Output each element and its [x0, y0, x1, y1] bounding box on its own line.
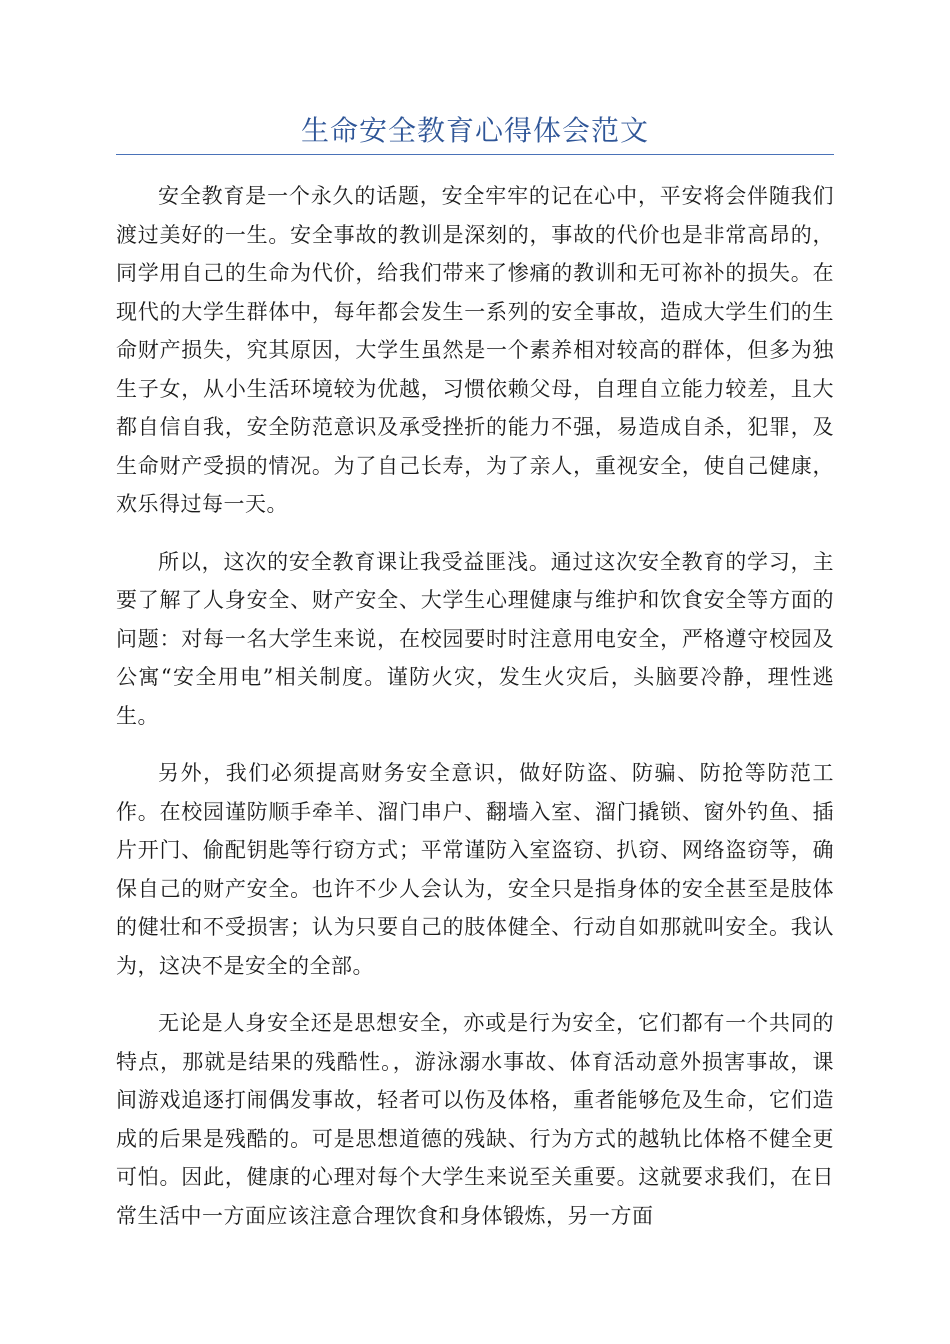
paragraph-3: 另外，我们必须提高财务安全意识，做好防盗、防骗、防抢等防范工作。在校园谨防顺手牵羊、溜门串户、翻墙入室、溜门撬锁、窗外钓鱼、插片开门、偷配钥匙等行窃方式；平常谨防入室盗窃、扒窃、网络盗窃等，确保自己的财产安全。也许不少人会认为，安全只是指身体的安全甚至是肢体的健壮和不受损害；认为只要自己的肢体健全、行动自如那就叫安全。我认为，这决不是安全的全部。 [116, 761, 834, 978]
document-title: 生命安全教育心得体会范文 [300, 114, 649, 147]
paragraph-2: 所以，这次的安全教育课让我受益匪浅。通过这次安全教育的学习，主要了解了人身安全、财产安全、大学生心理健康与维护和饮食安全等方面的问题：对每一名大学生来说，在校园要时时注意用电安全，严格遵守校园及公寓“安全用电”相关制度。谨防火灾，发生火灾后，头脑要冷静，理性逃生。 [116, 549, 834, 728]
paragraph-4: 无论是人身安全还是思想安全，亦或是行为安全，它们都有一个共同的特点，那就是结果的残酷性。，游泳溺水事故、体育活动意外损害事故，课间游戏追逐打闹偶发事故，轻者可以伤及体格，重者能够危及生命，它们造成的后果是残酷的。可是思想道德的残缺、行为方式的越轨比体格不健全更可怕。因此，健康的心理对每个大学生来说至关重要。这就要求我们，在日常生活中一方面应该注意合理饮食和身体锻炼，另一方面 [116, 1011, 834, 1228]
document-body [116, 177, 834, 1254]
paragraph-1: 安全教育是一个永久的话题，安全牢牢的记在心中，平安将会伴随我们渡过美好的一生。安全事故的教训是深刻的，事故的代价也是非常高昂的，同学用自己的生命为代价，给我们带来了惨痛的教训和无可祢补的损失。在现代的大学生群体中，每年都会发生一系列的安全事故，造成大学生们的生命财产损失，究其原因，大学生虽然是一个素养相对较高的群体，但多为独生子女，从小生活环境较为优越，习惯依赖父母，自理自立能力较差，且大都自信自我，安全防范意识及承受挫折的能力不强，易造成自杀，犯罪，及生命财产受损的情况。为了自己长寿，为了亲人，重视安全，使自己健康，欢乐得过每一天。 [116, 184, 834, 516]
title-underline [116, 154, 834, 155]
